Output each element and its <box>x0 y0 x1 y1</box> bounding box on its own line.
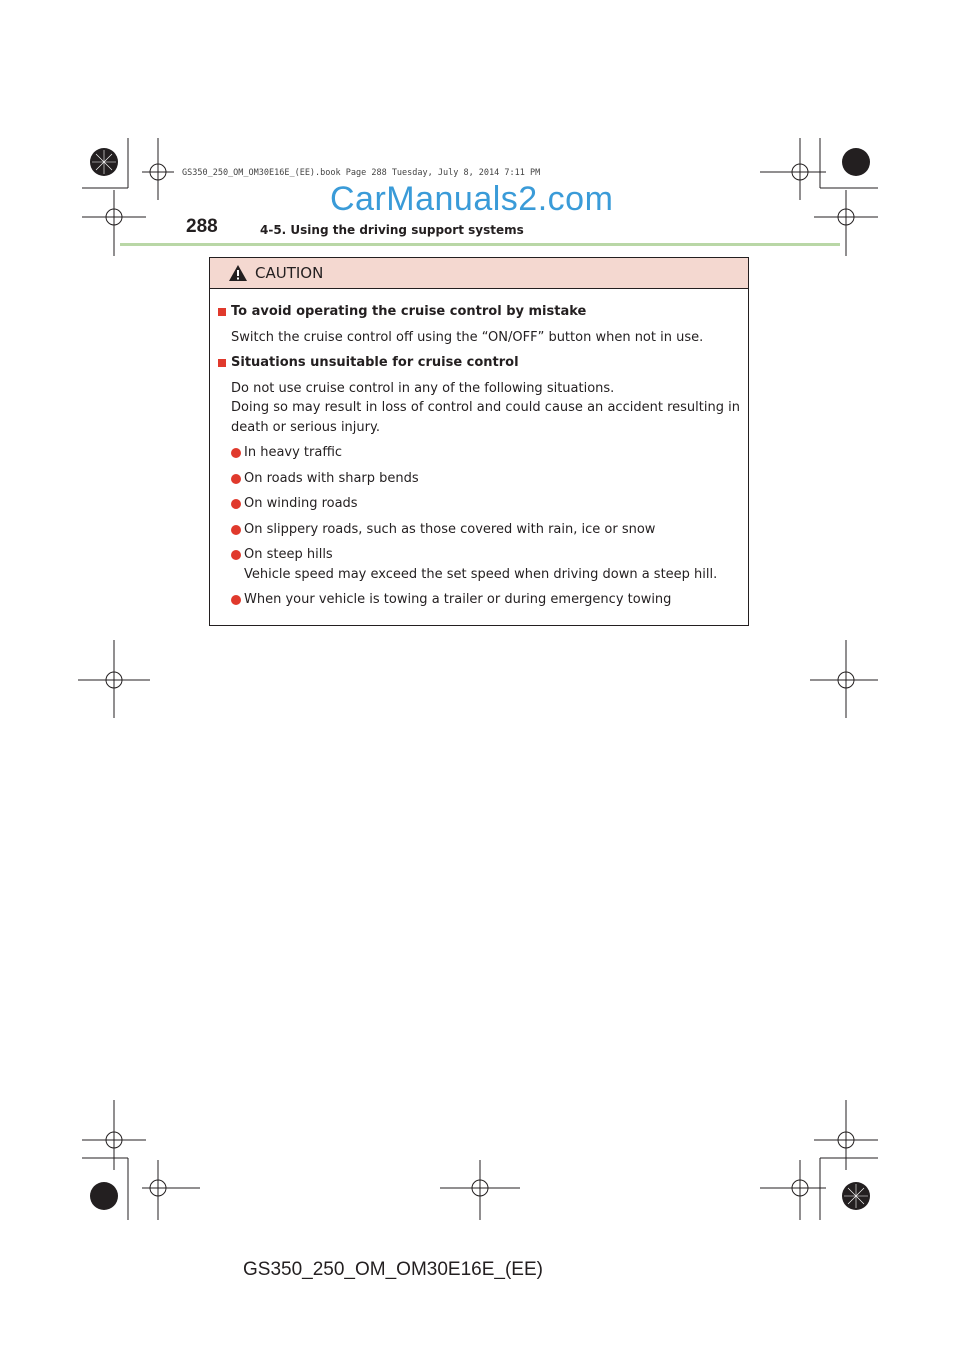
list-item <box>231 469 740 489</box>
section-title: 4-5. Using the driving support systems <box>260 223 524 237</box>
paragraph-line: Do not use cruise control in any of the following situations. <box>231 380 615 396</box>
square-bullet-icon <box>218 359 226 367</box>
round-bullet-icon <box>231 595 241 605</box>
list-item <box>231 443 740 463</box>
header-rule <box>120 243 840 246</box>
square-bullet-icon <box>218 308 226 316</box>
paragraph-line: Doing so may result in loss of control and could cause an accident resulting in death or serious injury. <box>231 400 740 435</box>
list-item <box>231 590 740 610</box>
round-bullet-icon <box>231 550 241 560</box>
topic-heading <box>218 353 740 373</box>
list-item <box>231 520 740 540</box>
round-bullet-icon <box>231 525 241 535</box>
topic-heading <box>218 302 740 322</box>
list-item-subtext: Vehicle speed may exceed the set speed when driving down a steep hill. <box>244 566 718 582</box>
topic-heading-text: To avoid operating the cruise control by mistake <box>231 304 587 319</box>
list-item-text <box>244 545 717 584</box>
caution-body <box>210 289 748 610</box>
list-item-line: On steep hills <box>244 547 333 562</box>
list-item <box>231 494 740 514</box>
list-item-text: On roads with sharp bends <box>244 470 419 486</box>
watermark-logo: CarManuals2.com <box>330 180 614 218</box>
list-item-text: On winding roads <box>244 496 358 511</box>
round-bullet-icon <box>231 474 241 484</box>
topic-heading-text: Situations unsuitable for cruise control <box>231 355 519 370</box>
topic-text <box>218 379 740 438</box>
list-item-text: When your vehicle is towing a trailer or during emergency towing <box>244 592 672 607</box>
crosshair-icon <box>142 138 174 200</box>
situations-list <box>218 443 740 610</box>
caution-header <box>210 258 748 289</box>
list-item-text: On slippery roads, such as those covered with rain, ice or snow <box>244 521 656 537</box>
round-bullet-icon <box>231 448 241 458</box>
print-info: GS350_250_OM_OM30E16E_(EE).book Page 288 Tuesday, July 8, 2014 7:11 PM <box>182 168 541 178</box>
page-number: 288 <box>186 216 218 237</box>
document-code: GS350_250_OM_OM30E16E_(EE) <box>243 1259 543 1280</box>
caution-box <box>209 257 749 626</box>
round-bullet-icon <box>231 499 241 509</box>
list-item-text: In heavy traffic <box>244 445 343 460</box>
caution-title: CAUTION <box>255 264 324 282</box>
topic-text: Switch the cruise control off using the “ON/OFF” button when not in use. <box>231 329 704 345</box>
warning-triangle-icon <box>228 264 248 282</box>
list-item <box>231 545 740 584</box>
